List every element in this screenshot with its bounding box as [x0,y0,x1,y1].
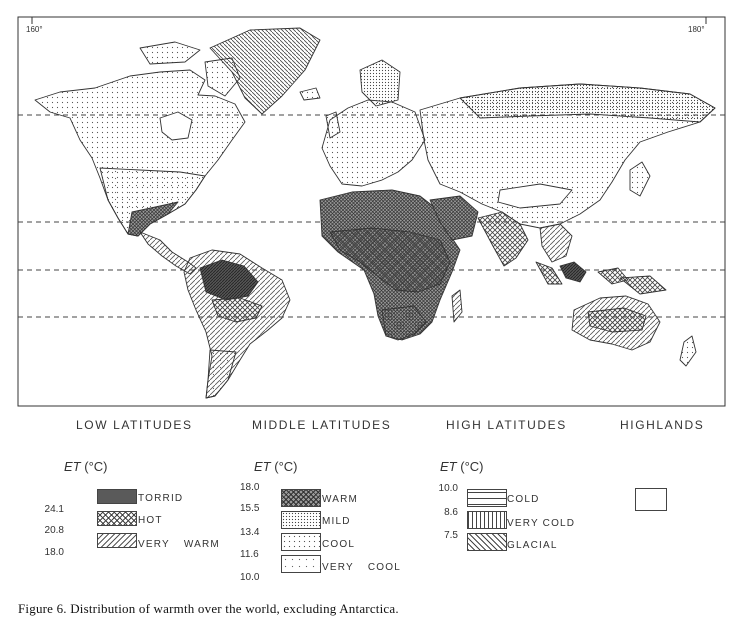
legend-middle-et: ET [254,459,271,474]
legend-middle-unit: (°C) [274,459,298,474]
legend-swatch-very-cold [467,511,507,529]
na-cool-band [100,168,205,236]
legend-high-value-0: 10.0 [438,483,458,494]
group-label-low: LOW LATITUDES [76,418,193,432]
legend-high-unit: (°C) [460,459,484,474]
legend-class-very-cold: VERY COLD [507,518,576,529]
canadian-islands [140,42,200,64]
new-zealand [680,336,696,366]
lon-label-left: 160° [26,25,43,34]
legend-swatch-warm [281,489,321,507]
legend-swatch-cool [281,533,321,551]
legend-class-mild: MILD [322,516,351,527]
africa-hot-band [330,228,450,292]
legend-class-very-cool-a: VERY [322,562,354,573]
legend-middle-value-0: 18.0 [240,482,260,493]
legend-class-cool: COOL [322,539,356,550]
legend-middle-value-4: 10.0 [240,572,260,583]
legend-middle-value-1: 15.5 [240,503,260,514]
legend-class-very-warm [138,539,220,550]
legend-low-value-0: 24.1 [44,504,64,515]
legend-high-value-1: 8.6 [444,507,458,518]
legend-swatch-glacial [467,533,507,551]
figure-caption: Figure 6. Distribution of warmth over the world, excluding Antarctica. [18,601,399,616]
legend-middle-title [254,459,298,474]
legend-class-warm: WARM [322,494,359,505]
legend-middle-value-3: 11.6 [240,549,259,560]
legend-low-value-2: 18.0 [44,547,64,558]
group-label-middle: MIDDLE LATITUDES [252,418,392,432]
legend-low-et: ET [64,459,81,474]
legend-swatch-highlands [635,488,667,511]
legend-swatch-very-cool [281,555,321,573]
scandinavia [360,60,400,106]
southeast-asia [540,224,572,262]
legend-swatch-mild [281,511,321,529]
indonesia-1 [560,262,586,282]
japan [630,162,650,196]
legend-swatch-torrid [97,489,137,504]
legend-class-hot: HOT [138,515,163,526]
legend-class-very-warm-b: WARM [183,539,220,550]
europe [322,100,425,186]
legend-low-unit: (°C) [84,459,108,474]
iceland [300,88,320,100]
lon-label-right: 180° [688,25,705,34]
indonesia-2 [536,262,562,284]
legend-low-title [64,459,108,474]
legend-class-torrid: TORRID [138,493,184,504]
legend-middle-value-2: 13.4 [240,527,260,538]
legend-swatch-hot [97,511,137,526]
group-label-high: HIGH LATITUDES [446,418,567,432]
legend-class-very-warm-a: VERY [138,539,170,550]
legend-high-value-2: 7.5 [444,530,458,541]
legend-high-et: ET [440,459,457,474]
legend-swatch-very-warm [97,533,137,548]
legend-class-very-cool-b: COOL [367,562,401,573]
group-label-highlands: HIGHLANDS [620,418,705,432]
legend-class-cold: COLD [507,494,540,505]
legend-class-very-cool [322,562,401,573]
legend-class-glacial: GLACIAL [507,540,558,551]
legend-swatch-cold [467,489,507,507]
new-guinea [620,276,666,294]
legend-high-title [440,459,484,474]
legend-low-value-1: 20.8 [44,525,64,536]
